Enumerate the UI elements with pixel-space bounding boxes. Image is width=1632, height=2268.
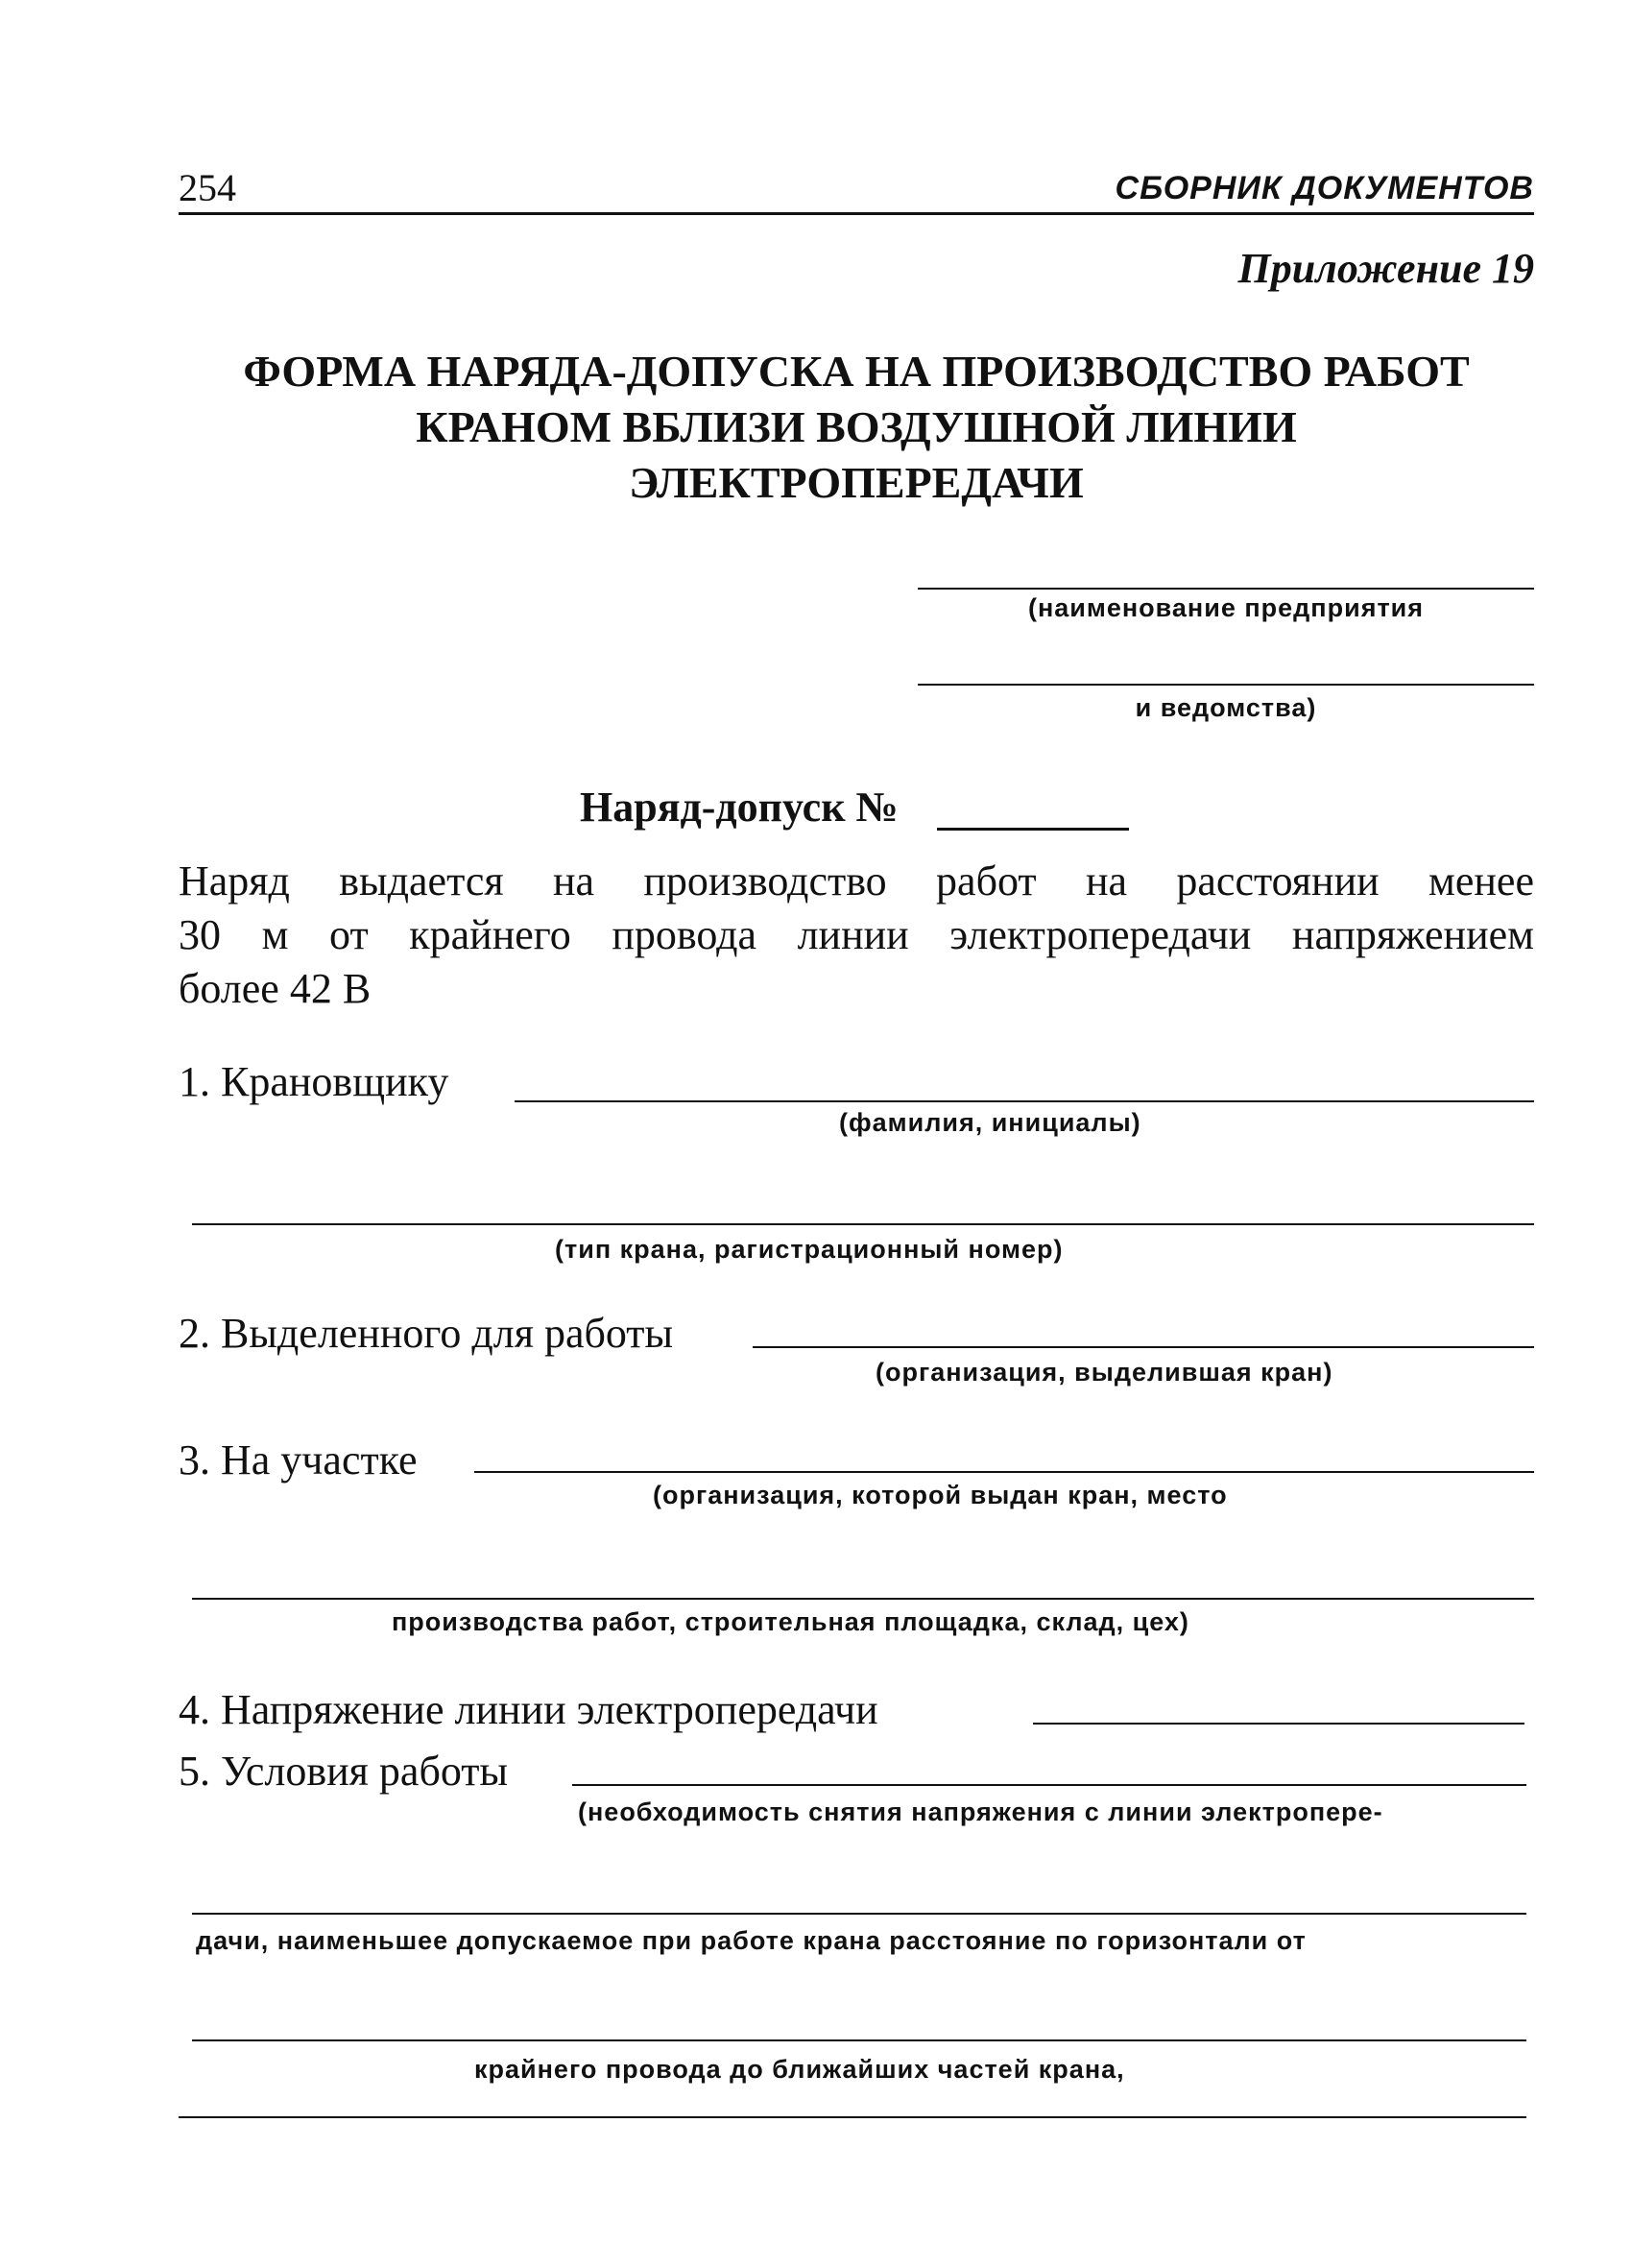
item-voltage-label: 4. Напряжение линии электропередачи [179, 1686, 878, 1733]
conditions-blank-2[interactable] [192, 1913, 1526, 1915]
crane-type-caption: (тип крана, рагистрационный номер) [555, 1235, 1064, 1264]
crane-operator-caption: (фамилия, инициалы) [839, 1108, 1141, 1137]
crane-type-blank[interactable] [192, 1223, 1534, 1225]
conditions-blank[interactable] [572, 1784, 1526, 1786]
site-blank[interactable] [474, 1471, 1534, 1473]
item-site-label: 3. На участке [179, 1436, 418, 1484]
site-caption: (организация, которой выдан кран, место [653, 1481, 1228, 1509]
crane-operator-blank[interactable] [515, 1100, 1534, 1102]
site-location-caption: производства работ, строительная площадка, склад, цех) [392, 1607, 1189, 1636]
item-conditions-label: 5. Условия работы [179, 1748, 509, 1795]
organization-caption: (наименование предприятия [1027, 593, 1425, 622]
allocated-caption: (организация, выделившая кран) [876, 1358, 1333, 1387]
title-line: КРАНОМ ВБЛИЗИ ВОЗДУШНОЙ ЛИНИИ [416, 402, 1297, 451]
header-rule [179, 212, 1534, 215]
conditions-caption-3: крайнего провода до ближайших частей крана, [474, 2055, 1125, 2084]
order-heading: Наряд-допуск № [580, 784, 899, 831]
conditions-blank-4[interactable] [179, 2116, 1526, 2118]
department-name-blank[interactable] [918, 684, 1534, 686]
intro-line: Наряд выдается на производство работ на расстоянии менее [179, 857, 1534, 905]
intro-line: 30 м от крайнего провода линии электропередачи напряжением [179, 911, 1534, 958]
item-crane-operator-label: 1. Крановщику [179, 1058, 449, 1105]
page-number: 254 [179, 166, 236, 209]
intro-paragraph [179, 855, 1534, 1016]
conditions-caption-2: дачи, наименьшее допускаемое при работе крана расстояние по горизонтали от [196, 1926, 1307, 1955]
document-title [179, 344, 1534, 511]
organization-name-blank[interactable] [918, 588, 1534, 590]
department-caption: и ведомства) [1135, 693, 1317, 722]
allocated-blank[interactable] [753, 1346, 1534, 1348]
running-title: СБОРНИК ДОКУМЕНТОВ [1115, 170, 1534, 206]
title-line: ЭЛЕКТРОПЕРЕДАЧИ [629, 458, 1084, 507]
title-line: ФОРМА НАРЯДА-ДОПУСКА НА ПРОИЗВОДСТВО РАБОТ [243, 347, 1470, 396]
appendix-label: Приложение 19 [1237, 245, 1534, 292]
voltage-blank[interactable] [1033, 1723, 1524, 1725]
intro-line: более 42 В [179, 965, 372, 1012]
page-header [179, 165, 1534, 215]
site-location-blank[interactable] [192, 1598, 1534, 1600]
conditions-caption: (необходимость снятия напряжения с линии электропере- [578, 1798, 1383, 1826]
conditions-blank-3[interactable] [192, 2039, 1526, 2041]
order-number-blank[interactable] [937, 828, 1129, 831]
item-allocated-label: 2. Выделенного для работы [179, 1310, 674, 1357]
